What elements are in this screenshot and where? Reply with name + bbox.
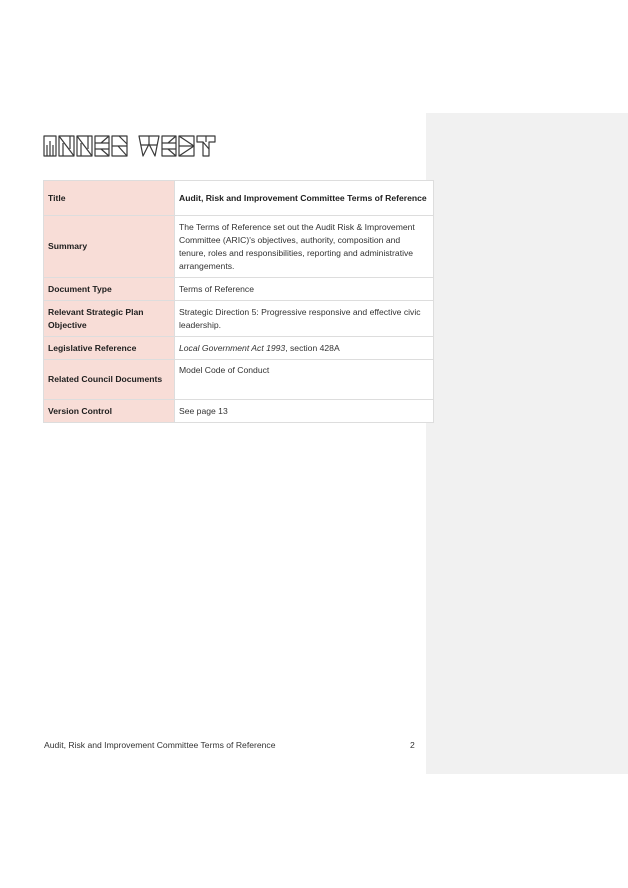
footer-document-title: Audit, Risk and Improvement Committee Terms of Reference — [44, 740, 276, 750]
legislative-section: , section 428A — [285, 342, 340, 353]
strategic-objective-label: Relevant Strategic Plan Objective — [44, 301, 175, 337]
title-value: Audit, Risk and Improvement Committee Terms of Reference — [175, 181, 434, 216]
table-row — [44, 337, 434, 360]
document-type-value: Terms of Reference — [175, 278, 434, 301]
footer-page-number: 2 — [410, 740, 415, 750]
legislative-reference-label: Legislative Reference — [44, 337, 175, 360]
table-row — [44, 216, 434, 278]
table-row — [44, 360, 434, 400]
side-panel — [426, 113, 628, 774]
title-label: Title — [44, 181, 175, 216]
legislative-reference-value — [175, 337, 434, 360]
summary-label: Summary — [44, 216, 175, 278]
summary-value: The Terms of Reference set out the Audit Risk & Improvement Committee (ARIC)'s objectives, authority, composition and tenure, roles and responsibilities, reporting and administrative arrangements. — [175, 216, 434, 278]
document-info-table — [43, 180, 434, 423]
related-documents-value: Model Code of Conduct — [175, 360, 434, 400]
table-row — [44, 181, 434, 216]
related-documents-label: Related Council Documents — [44, 360, 175, 400]
document-type-label: Document Type — [44, 278, 175, 301]
legislative-act-name: Local Government Act 1993 — [179, 342, 286, 353]
version-control-label: Version Control — [44, 400, 175, 423]
table-row — [44, 278, 434, 301]
strategic-objective-value: Strategic Direction 5: Progressive responsive and effective civic leadership. — [175, 301, 434, 337]
table-row — [44, 400, 434, 423]
table-row — [44, 301, 434, 337]
version-control-value: See page 13 — [175, 400, 434, 423]
inner-west-logo — [43, 133, 223, 159]
